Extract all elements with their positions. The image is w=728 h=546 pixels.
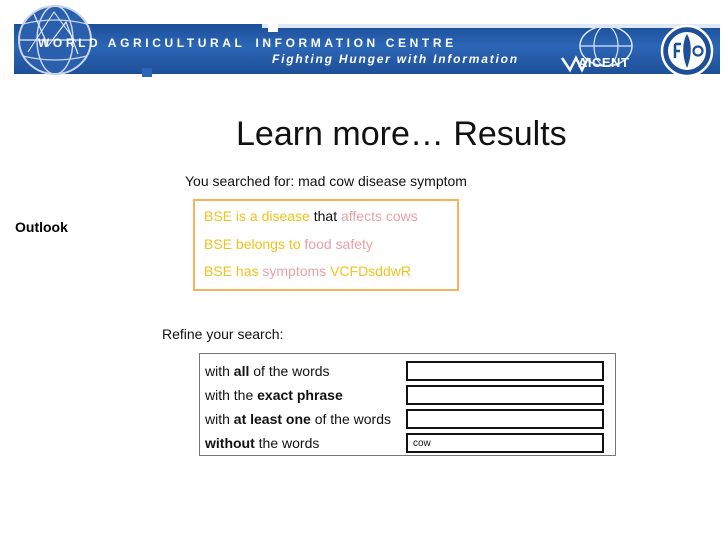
result-item[interactable] xyxy=(204,236,373,252)
without-words-input[interactable] xyxy=(406,433,604,453)
refine-row-all-words xyxy=(200,359,615,383)
banner-notch xyxy=(268,20,278,32)
result-text-segment: symptoms xyxy=(262,263,331,279)
refine-row-label: with all of the words xyxy=(205,363,330,379)
result-text-segment: BSE has xyxy=(204,263,263,279)
exact-phrase-input[interactable] xyxy=(406,385,604,405)
refine-row-label: with at least one of the words xyxy=(205,411,391,427)
all-words-input[interactable] xyxy=(406,361,604,381)
fao-logo-icon xyxy=(660,24,714,78)
refine-row-label: with the exact phrase xyxy=(205,387,343,403)
result-text-segment: that xyxy=(313,208,341,224)
result-item[interactable] xyxy=(204,208,418,224)
header-banner xyxy=(0,0,728,80)
search-query-echo: You searched for: mad cow disease symptom xyxy=(185,173,467,189)
refine-row-at-least-one xyxy=(200,407,615,431)
result-text-segment: affects cows xyxy=(340,208,418,224)
result-text-segment: food safety xyxy=(304,236,373,252)
banner-title xyxy=(38,36,457,50)
result-text-segment: VCFDsddwR xyxy=(330,263,411,279)
result-item[interactable] xyxy=(204,263,411,279)
refine-row-label: without the words xyxy=(205,435,320,451)
side-label: Outlook xyxy=(15,219,68,235)
at-least-one-input[interactable] xyxy=(406,409,604,429)
result-text-segment: BSE belongs to xyxy=(204,236,305,252)
refine-row-without xyxy=(200,431,615,455)
aicent-label: AICENT xyxy=(578,55,630,70)
page-title: Learn more… Results xyxy=(236,115,567,153)
results-box xyxy=(193,199,459,291)
result-text-segment: BSE is a disease xyxy=(204,208,314,224)
refine-row-exact-phrase xyxy=(200,383,615,407)
refine-search-form xyxy=(199,353,616,456)
refine-search-label: Refine your search: xyxy=(162,326,284,342)
banner-title-part2: INFORMATION CENTRE xyxy=(255,36,457,50)
banner-tab xyxy=(142,68,152,77)
banner-tagline: Fighting Hunger with Information xyxy=(272,52,519,66)
banner-title-part1: WORLD AGRICULTURAL xyxy=(38,36,246,50)
